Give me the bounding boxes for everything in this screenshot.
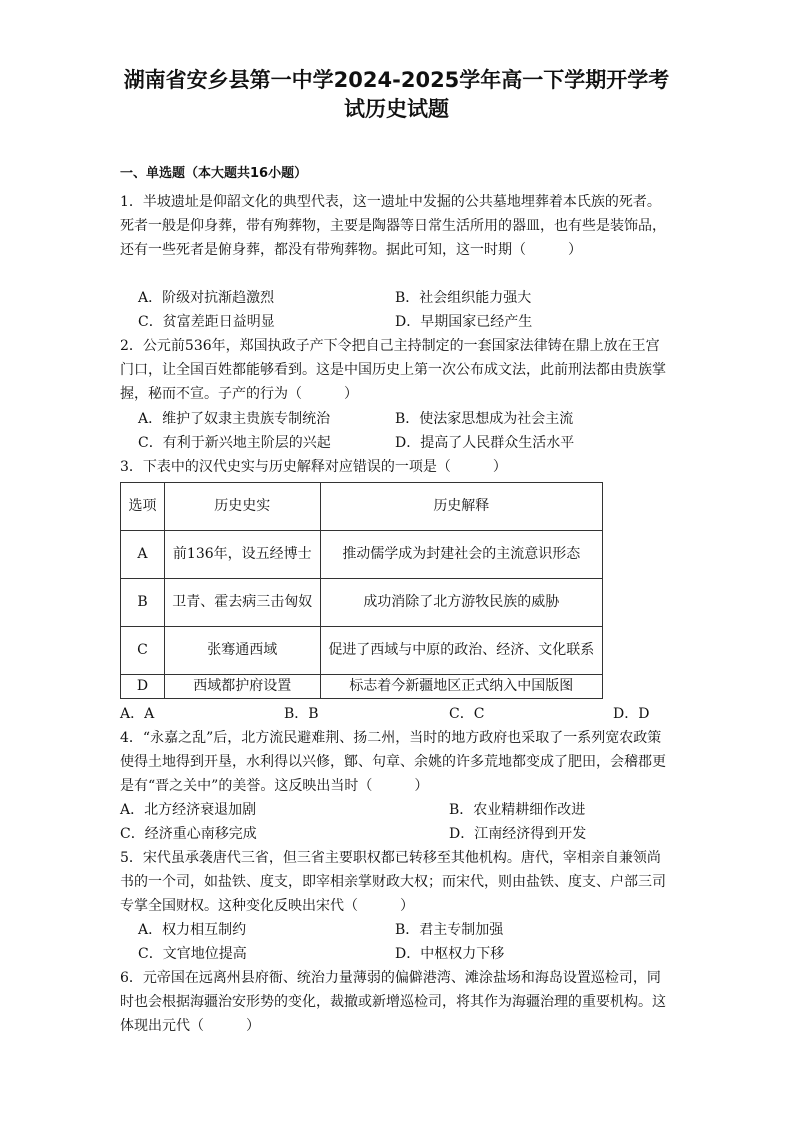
row-b-fact: 卫青、霍去病三击匈奴 [164, 579, 320, 627]
row-a-explanation: 推动儒学成为封建社会的主流意识形态 [320, 531, 602, 579]
row-d-explanation: 标志着今新疆地区正式纳入中国版图 [320, 675, 602, 699]
row-b-option: B [121, 579, 165, 627]
q2-option-a[interactable]: A．维护了奴隶主贵族专制统治 [138, 411, 331, 427]
page-title [120, 66, 673, 124]
title-line-1: 湖南省安乡县第一中学2024-2025学年高一下学期开学考 [123, 68, 670, 92]
q1-option-c[interactable]: C．贫富差距日益明显 [138, 314, 275, 330]
question-2-stem: 2．公元前536年，郑国执政子产下令把自己主持制定的一套国家法律铸在鼎上放在王宫门口，让全国百姓都能够看到。这是中国历史上第一次公布成文法，此前刑法都由贵族掌握，秘而不宣。子产的行为（ ） [120, 338, 666, 402]
question-4-stem: 4．“永嘉之乱”后，北方流民避难荆、扬二州，当时的地方政府也采取了一系列宽农政策使得土地得到开垦，水利得以兴修，鄮、句章、余姚的许多荒地都变成了肥田，会稽郡更是有“晋之关中”的美誉。这反映出当时（ ） [120, 730, 666, 794]
title-line-2: 试历史试题 [344, 97, 449, 121]
q1-option-a[interactable]: A．阶级对抗渐趋激烈 [138, 290, 275, 306]
row-d-option: D [121, 675, 165, 699]
question-1-stem: 1．半坡遗址是仰韶文化的典型代表，这一遗址中发掘的公共墓地埋葬着本氏族的死者。死者一般是仰身葬，带有殉葬物，主要是陶器等日常生活所用的器皿，也有些是装饰品，还有一些死者是俯身葬，都没有带殉葬物。据此可知，这一时期（ ） [120, 194, 666, 258]
q1-option-d[interactable]: D．早期国家已经产生 [395, 314, 533, 330]
table-header-row [121, 483, 603, 531]
q5-option-c[interactable]: C．文官地位提高 [138, 946, 247, 962]
q5-option-d[interactable]: D．中枢权力下移 [395, 946, 505, 962]
q4-option-d[interactable]: D．江南经济得到开发 [449, 826, 587, 842]
question-6-stem: 6．元帝国在远离州县府衙、统治力量薄弱的偏僻港湾、滩涂盐场和海岛设置巡检司，同时也会根据海疆治安形势的变化，裁撤或新增巡检司，将其作为海疆治理的重要机构。这体现出元代（ ） [120, 970, 666, 1034]
question-5-stem: 5．宋代虽承袭唐代三省，但三省主要职权都已转移至其他机构。唐代，宰相亲自兼领尚书的一个司，如盐铁、度支，即宰相亲掌财政大权；而宋代，则由盐铁、度支、户部三司专掌全国财权。这种变化反映出宋代（ ） [120, 850, 666, 914]
table-row [121, 627, 603, 675]
q3-option-c[interactable]: C．C [449, 706, 485, 722]
row-a-fact: 前136年，设五经博士 [164, 531, 320, 579]
q4-option-c[interactable]: C．经济重心南移完成 [120, 826, 257, 842]
header-explanation: 历史解释 [320, 483, 602, 531]
table-row [121, 675, 603, 699]
history-table [120, 482, 603, 699]
row-a-option: A [121, 531, 165, 579]
row-c-option: C [121, 627, 165, 675]
question-3 [120, 455, 673, 479]
q2-option-b[interactable]: B．使法家思想成为社会主流 [395, 411, 574, 427]
q3-option-b[interactable]: B．B [284, 706, 319, 722]
q4-option-b[interactable]: B．农业精耕细作改进 [449, 802, 586, 818]
q4-option-a[interactable]: A．北方经济衰退加剧 [120, 802, 257, 818]
q2-option-d[interactable]: D．提高了人民群众生活水平 [395, 435, 575, 451]
row-c-explanation: 促进了西域与中原的政治、经济、文化联系 [320, 627, 602, 675]
question-2 [120, 334, 673, 406]
row-b-explanation: 成功消除了北方游牧民族的威胁 [320, 579, 602, 627]
question-6 [120, 966, 673, 1038]
question-1 [120, 190, 673, 262]
q3-option-d[interactable]: D．D [613, 706, 650, 722]
header-fact: 历史史实 [164, 483, 320, 531]
header-option: 选项 [121, 483, 165, 531]
table-row [121, 579, 603, 627]
section-heading: 一、单选题（本大题共16小题） [120, 166, 308, 181]
row-c-fact: 张骞通西域 [164, 627, 320, 675]
row-d-fact: 西域都护府设置 [164, 675, 320, 699]
q5-option-b[interactable]: B．君主专制加强 [395, 922, 504, 938]
q5-option-a[interactable]: A．权力相互制约 [138, 922, 247, 938]
question-3-stem: 3．下表中的汉代史实与历史解释对应错误的一项是（ ） [120, 459, 507, 475]
question-5 [120, 846, 673, 918]
q2-option-c[interactable]: C．有利于新兴地主阶层的兴起 [138, 435, 331, 451]
question-4 [120, 726, 673, 798]
q3-option-a[interactable]: A．A [120, 706, 155, 722]
table-row [121, 531, 603, 579]
q1-option-b[interactable]: B．社会组织能力强大 [395, 290, 532, 306]
